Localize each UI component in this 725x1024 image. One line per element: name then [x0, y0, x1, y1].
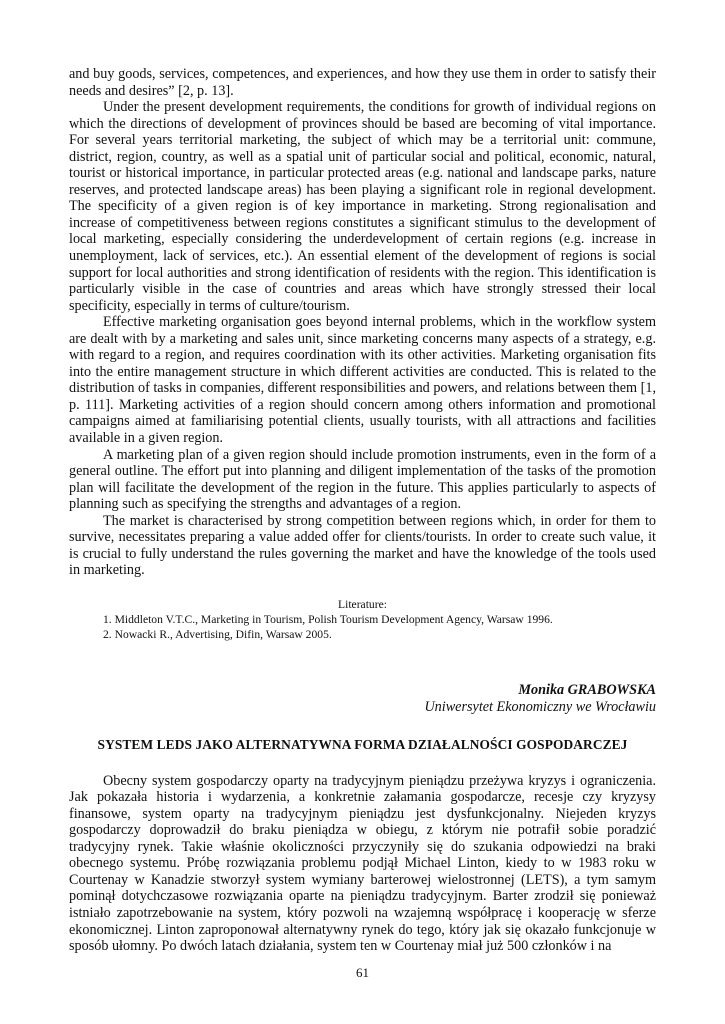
paragraph-market-competition: The market is characterised by strong competition between regions which, in order for them to survive, necessitates preparing a value added offer for clients/tourists. In order to create such value, it is crucial to fully understand the rules governing the market and have the knowledge of the tools used in marketing.	[69, 512, 656, 579]
paragraph-regional-development: Under the present development requirements, the conditions for growth of individual regions on which the directions of development of provinces should be based are becoming of vital importance. For several years territorial marketing, the subject of which may be a territorial unit: commune, district, region, country, as well as a spatial unit of particular social and political, economic, natural, tourist or historical importance, in particular protected areas (e.g. national and landscape parks, nature reserves, and protected landscape areas) has been playing a significant role in regional development. The specificity of a given region is of key importance in marketing. Strong regionalisation and increase of competitiveness between regions constitutes a significant stimulus to the development of local marketing, especially considering the underdevelopment of certain regions (e.g. increase in unemployment, lack of services, etc.). An essential element of the development of regions is social support for local authorities and strong identification of residents with the region. This identification is particularly visible in the case of countries and areas which have strongly stressed their local specificity, especially in terms of culture/tourism.	[69, 99, 656, 314]
paragraph-continuation: and buy goods, services, competences, and experiences, and how they use them in order to satisfy their needs and desires” [2, p. 13].	[69, 66, 656, 99]
literature-item: 2. Nowacki R., Advertising, Difin, Warsaw 2005.	[103, 627, 332, 641]
literature-title: Literature:	[338, 597, 387, 611]
page-content	[69, 66, 656, 955]
paragraph-marketing-organisation: Effective marketing organisation goes beyond internal problems, which in the workflow system are dealt with by a marketing and sales unit, since marketing concerns many aspects of a strategy, e.g. with regard to a region, and requires coordination with its other activities. Marketing organisation fits into the entire management structure in which different activities are conducted. This is related to the distribution of tasks in companies, different responsibilities and powers, and relations between them [1, p. 111]. Marketing activities of a region should concern among others information and promotional campaigns aimed at familiarising potential clients, usually tourists, with all attractions and facilities available in a given region.	[69, 314, 656, 447]
literature-item: 1. Middleton V.T.C., Marketing in Tourism, Polish Tourism Development Agency, Warsaw 1996.	[103, 612, 553, 626]
paragraph-marketing-plan: A marketing plan of a given region should include promotion instruments, even in the form of a general outline. The effort put into planning and diligent implementation of the tasks of the promotion plan will facilitate the development of the region in the future. This applies particularly to aspects of planning such as specifying the strengths and advantages of a region.	[69, 446, 656, 513]
literature-list	[69, 612, 656, 642]
author-affiliation: Uniwersytet Ekonomiczny we Wrocławiu	[424, 698, 656, 715]
author-block	[69, 682, 656, 715]
article-title: SYSTEM LEDS JAKO ALTERNATYWNA FORMA DZIAŁALNOŚCI GOSPODARCZEJ	[97, 737, 628, 753]
literature-section	[69, 597, 656, 642]
paragraph-leds-intro: Obecny system gospodarczy oparty na tradycyjnym pieniądzu przeżywa kryzys i ograniczenia. Jak pokazała historia i wydarzenia, a konkretnie załamania gospodarcze, recesje czy kryzysy finansowe, system oparty na tradycyjnym pieniądzu jest dysfunkcjonalny. Niejeden kryzys gospodarczy doprowadził do braku pieniądza w obiegu, z którym nie potrafił sobie poradzić tradycyjny rynek. Takie właśnie okoliczności przyczyniły się do szukania odpowiedzi na braki obecnego systemu. Próbę rozwiązania problemu podjął Michael Linton, kiedy to w 1983 roku w Courtenay w Kanadzie stworzył system wymiany barterowej wielostronnej (LETS), a tym samym pominął dotychczasowe rozwiązania oparte na pieniądzu tradycyjnym. Barter zrodził się ponieważ istniało zapotrzebowanie na system, który pozwoli na wzajemną współpracę i kooperację w sferze ekonomicznej. Linton zaproponował alternatywny rynek do tego, który jak się okazało funkcjonuje w sposób ułomny. Po dwóch latach działania, system ten w Courtenay miał już 500 członków i na	[69, 772, 656, 955]
page-number: 61	[356, 965, 369, 980]
author-name: Monika GRABOWSKA	[518, 681, 656, 698]
article-marketing-body	[69, 66, 656, 579]
